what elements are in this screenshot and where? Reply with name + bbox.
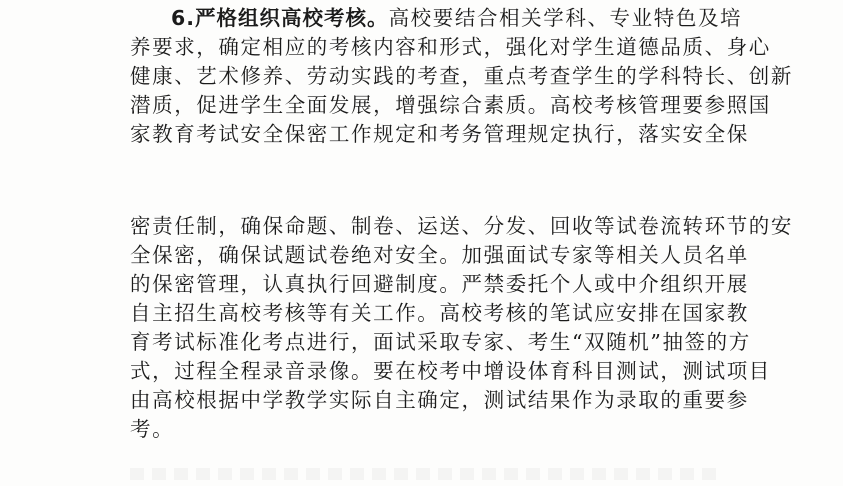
text-line: 家教育考试安全保密工作规定和考务管理规定执行，落实安全保 xyxy=(130,122,749,146)
paragraph-first-line xyxy=(130,4,743,33)
paragraph-top xyxy=(130,4,793,149)
text-line: 健康、艺术修养、劳动实践的考查，重点考查学生的学科特长、创新 xyxy=(130,64,793,88)
text-line: 全保密，确保试题试卷绝对安全。加强面试专家等相关人员名单 xyxy=(130,243,749,267)
text-line: 高校要结合相关学科、专业特色及培 xyxy=(388,6,743,30)
text-line: 考。 xyxy=(130,417,175,441)
text-line: 密责任制，确保命题、制卷、运送、分发、回收等试卷流转环节的安 xyxy=(130,214,793,238)
text-line: 的保密管理，认真执行回避制度。严禁委托个人或中介组织开展 xyxy=(130,272,749,296)
text-line: 养要求，确定相应的考核内容和形式，强化对学生道德品质、身心 xyxy=(130,35,771,59)
text-line: 潜质，促进学生全面发展，增强综合素质。高校考核管理要参照国 xyxy=(130,93,771,117)
section-heading: 6.严格组织高校考核。 xyxy=(171,6,389,30)
paragraph-bottom xyxy=(130,212,793,444)
text-line: 自主招生高校考核等有关工作。高校考核的笔试应安排在国家教 xyxy=(130,301,749,325)
text-line: 由高校根据中学教学实际自主确定，测试结果作为录取的重要参 xyxy=(130,388,749,412)
text-line: 育考试标准化考点进行，面试采取专家、考生“双随机”抽签的方 xyxy=(130,330,751,354)
text-line: 式，过程全程录音录像。要在校考中增设体育科目测试，测试项目 xyxy=(130,359,771,383)
show-through-text xyxy=(130,468,720,480)
